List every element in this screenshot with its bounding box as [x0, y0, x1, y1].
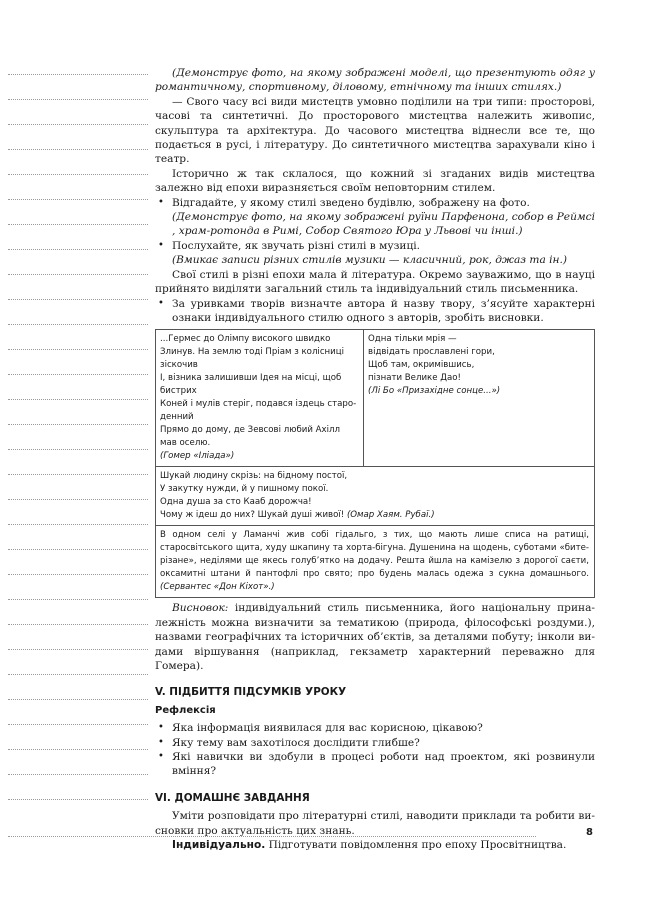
quote-cell-cervantes — [156, 526, 595, 598]
reflection-question: • Яка інформація виявилася для вас корисною, цікавою? — [155, 721, 595, 735]
conclusion-text: індивідуальний стиль письменника, його національну приналежність можна визначити за тематикою (природа, філософські роздуми.), назвами географічних та історичних об’єктів, за деталями побуту; інколи видами віршування (наприклад, гекзаметр характерний переважно для Гомера). — [155, 602, 595, 672]
quote-text: В одном селі у Ламанчі жив собі гідальго, з тих, що мають лише списа на ратищі, старосвітського щита, худу шкапину та хорта-бігуна. Душенина на щодень, суботами «бите-різане», неділями ще якесь голуб’ятко на додачу. Решта йшла на камізелю з дорогої саєти, оксамитні штани й пантофлі про свято; про будень малась одежа з сукна домашнього. — [160, 530, 589, 580]
margin-line — [8, 374, 148, 375]
quotes-table — [155, 329, 595, 598]
reflection-question: • Які навички ви здобули в процесі роботи над проектом, які розвинули вміння? — [155, 750, 595, 779]
margin-line — [8, 599, 148, 600]
quote-line: Одна тільки мрія — — [368, 334, 457, 345]
reflection-question: • Яку тему вам захотілося дослідити глибше? — [155, 736, 595, 750]
margin-line — [8, 349, 148, 350]
margin-line — [8, 474, 148, 475]
section-summary-heading: V. ПІДБИТТЯ ПІДСУМКІВ УРОКУ — [155, 686, 347, 699]
margin-line — [8, 749, 148, 750]
quote-line: Злинув. На землю тоді Пріам з колісниці зіскочив — [160, 347, 344, 371]
quote-line: ...Гермес до Олімпу високого швидко — [160, 334, 331, 345]
section-homework-heading: VI. ДОМАШНЄ ЗАВДАННЯ — [155, 791, 310, 804]
music-note: (Вмикає записи різних стилів музики — класичний, рок, джаз та ін.) — [172, 254, 568, 267]
quote-cell-li-bo — [364, 330, 595, 467]
page-content — [155, 66, 595, 852]
conclusion — [155, 601, 595, 673]
task-music: • Послухайте, як звучать різні стилі в музиці. — [155, 239, 595, 253]
margin-line — [8, 674, 148, 675]
margin-line — [8, 149, 148, 150]
margin-line — [8, 449, 148, 450]
margin-line — [8, 399, 148, 400]
margin-line — [8, 774, 148, 775]
margin-line — [8, 699, 148, 700]
quote-source: (Гомер «Іліада») — [160, 451, 235, 462]
quote-line: Коней і мулів стеріг, подався іздець староденний — [160, 399, 357, 423]
homework-individual-label: Індивідуально. — [172, 839, 266, 851]
quote-line: Шукай людину скрізь: на бідному постої, — [160, 471, 348, 482]
paragraph-history: Історично ж так склалося, що кожний зі згаданих видів мистецтва залежно від епохи виразняється своїм неповторним стилем. — [155, 167, 595, 195]
margin-line — [8, 124, 148, 125]
quote-line: У закутку нужди, й у пишному покої. — [160, 484, 329, 495]
margin-line — [8, 324, 148, 325]
homework-general: Уміти розповідати про літературні стилі, наводити приклади та робити висновки про актуальність цих знань. — [155, 810, 595, 837]
quote-source: (Лі Бо «Призахідне сонце...») — [368, 386, 501, 397]
margin-line — [8, 174, 148, 175]
homework-individual — [155, 838, 595, 852]
quote-line: відвідать прославлені гори, — [368, 347, 495, 358]
photo-note-styles: (Демонструє фото, на якому зображені моделі, що презентують одяг у романтичному, спортивному, діловому, етнічному та інших стилях.) — [155, 67, 595, 94]
margin-line — [8, 624, 148, 625]
paragraph-art-types: — Свого часу всі види мистецтв умовно поділили на три типи: просторові, часові та синтетичні. До просторового мистецтва належить живопис, скульптура та архітектура. До часового мистецтва віднесли все те, що подається в русі, і літературу. До синтетичного мистецтва зарахували кіно і театр. — [155, 95, 595, 166]
homework-individual-text: Підготувати повідомлення про епоху Просвітництва. — [268, 839, 567, 851]
quote-line: І, візника залишивши Ідея на місці, щоб бистрих — [160, 373, 342, 397]
margin-line — [8, 249, 148, 250]
margin-line — [8, 274, 148, 275]
footer-line — [8, 836, 536, 837]
quote-cell-homer — [156, 330, 364, 467]
quote-line: пізнати Велике Дао! — [368, 373, 461, 384]
quote-line: Чому ж ідеш до них? Шукай душі живої! — [160, 510, 345, 521]
margin-line — [8, 574, 148, 575]
margin-line — [8, 724, 148, 725]
quote-cell-khayyam — [156, 467, 595, 526]
quote-source: (Сервантес «Дон Кіхот».) — [160, 582, 275, 593]
margin-line — [8, 799, 148, 800]
margin-line — [8, 549, 148, 550]
margin-line — [8, 199, 148, 200]
task-architecture: • Відгадайте, у якому стилі зведено будівлю, зображену на фото. — [155, 196, 595, 210]
quote-line: Щоб там, окримівшись, — [368, 360, 475, 371]
conclusion-label: Висновок: — [172, 602, 229, 615]
task-fragments: • За уривками творів визначте автора й назву твору, з’ясуйте характерні ознаки індивідуального стилю одного з авторів, зробіть висновки. — [155, 297, 595, 326]
margin-line — [8, 499, 148, 500]
reflection-heading: Рефлексія — [155, 704, 216, 716]
margin-line — [8, 224, 148, 225]
quote-line: Прямо до дому, де Зевсові любий Ахілл мав оселю. — [160, 425, 340, 449]
margin-line — [8, 524, 148, 525]
margin-line — [8, 649, 148, 650]
margin-line — [8, 424, 148, 425]
margin-line — [8, 299, 148, 300]
quote-source: (Омар Хаям. Рубаї.) — [346, 510, 435, 521]
photo-note-buildings: (Демонструє фото, на якому зображені руїни Парфенона, собор в Реймсі , храм-ротонда в Римі, Собор Святого Юра у Львові чи інші.) — [172, 211, 595, 238]
page-number: 8 — [586, 827, 593, 838]
margin-line — [8, 74, 148, 75]
paragraph-literature: Свої стилі в різні епохи мала й література. Окремо зауважимо, що в науці прийнято виділяти загальний стиль та індивідуальний стиль письменника. — [155, 268, 595, 296]
margin-line — [8, 99, 148, 100]
quote-line: Одна душа за сто Кааб дорожча! — [160, 497, 312, 508]
